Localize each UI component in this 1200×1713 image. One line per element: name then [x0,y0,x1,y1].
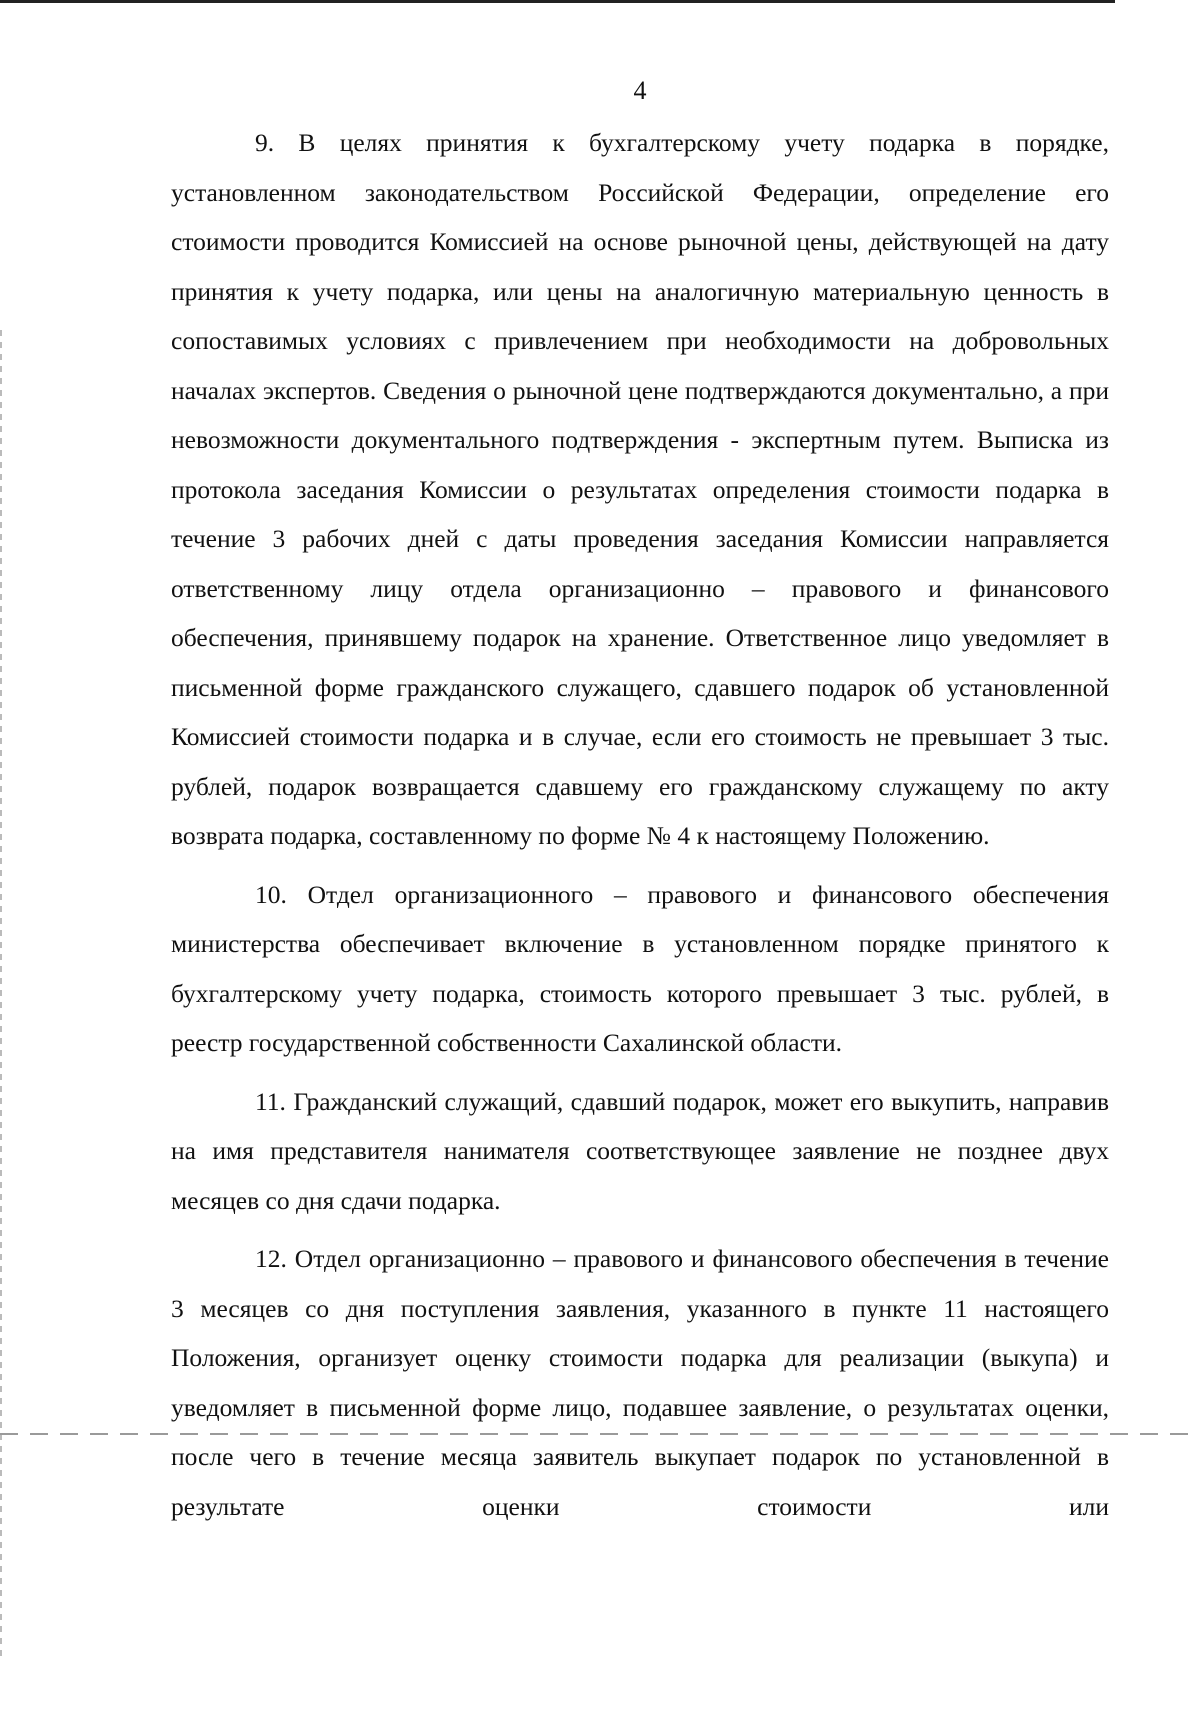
paragraph-11: 11. Гражданский служащий, сдавший подарок, может его выкупить, направив на имя представителя нанимателя соответствующее заявление не позднее двух месяцев со дня сдачи подарка. [171,1086,1109,1215]
page-number: 4 [633,76,647,105]
document-body [171,118,1109,1531]
scan-top-rule [0,0,1115,3]
paragraph-10: 10. Отдел организационного – правового и финансового обеспечения министерства обеспечивает включение в установленном порядке принятого к бухгалтерскому учету подарка, стоимость которого превышает 3 тыс. рублей, в реестр государственной собственности Сахалинской области. [171,879,1109,1057]
scan-left-edge [0,330,2,1660]
paragraph-9: 9. В целях принятия к бухгалтерскому учету подарка в порядке, установленном законодательством Российской Федерации, определение его стоимости проводится Комиссией на основе рыночной цены, действующей на дату принятия к учету подарка, или цены на аналогичную материальную ценность в сопоставимых условиях с привлечением при необходимости на добровольных началах экспертов. Сведения о рыночной цене подтверждаются документально, а при невозможности документального подтверждения - экспертным путем. Выписка из протокола заседания Комиссии о результатах определения стоимости подарка в течение 3 рабочих дней с даты проведения заседания Комиссии направляется ответственному лицу отдела организационно – правового и финансового обеспечения, принявшему подарок на хранение. Ответственное лицо уведомляет в письменной форме гражданского служащего, сдавшего подарок об установленной Комиссией стоимости подарка и в случае, если его стоимость не превышает 3 тыс. рублей, подарок возвращается сдавшему его гражданскому служащему по акту возврата подарка, составленному по форме № 4 к настоящему Положению. [171,128,1109,850]
paragraph-12: 12. Отдел организационно – правового и финансового обеспечения в течение 3 месяцев со дня поступления заявления, указанного в пункте 11 настоящего Положения, организует оценку стоимости подарка для реализации (выкупа) и уведомляет в письменной форме лицо, подавшее заявление, о результатах оценки, после чего в течение месяца заявитель выкупает подарок по установленной в результате оценки стоимости или [171,1244,1109,1521]
